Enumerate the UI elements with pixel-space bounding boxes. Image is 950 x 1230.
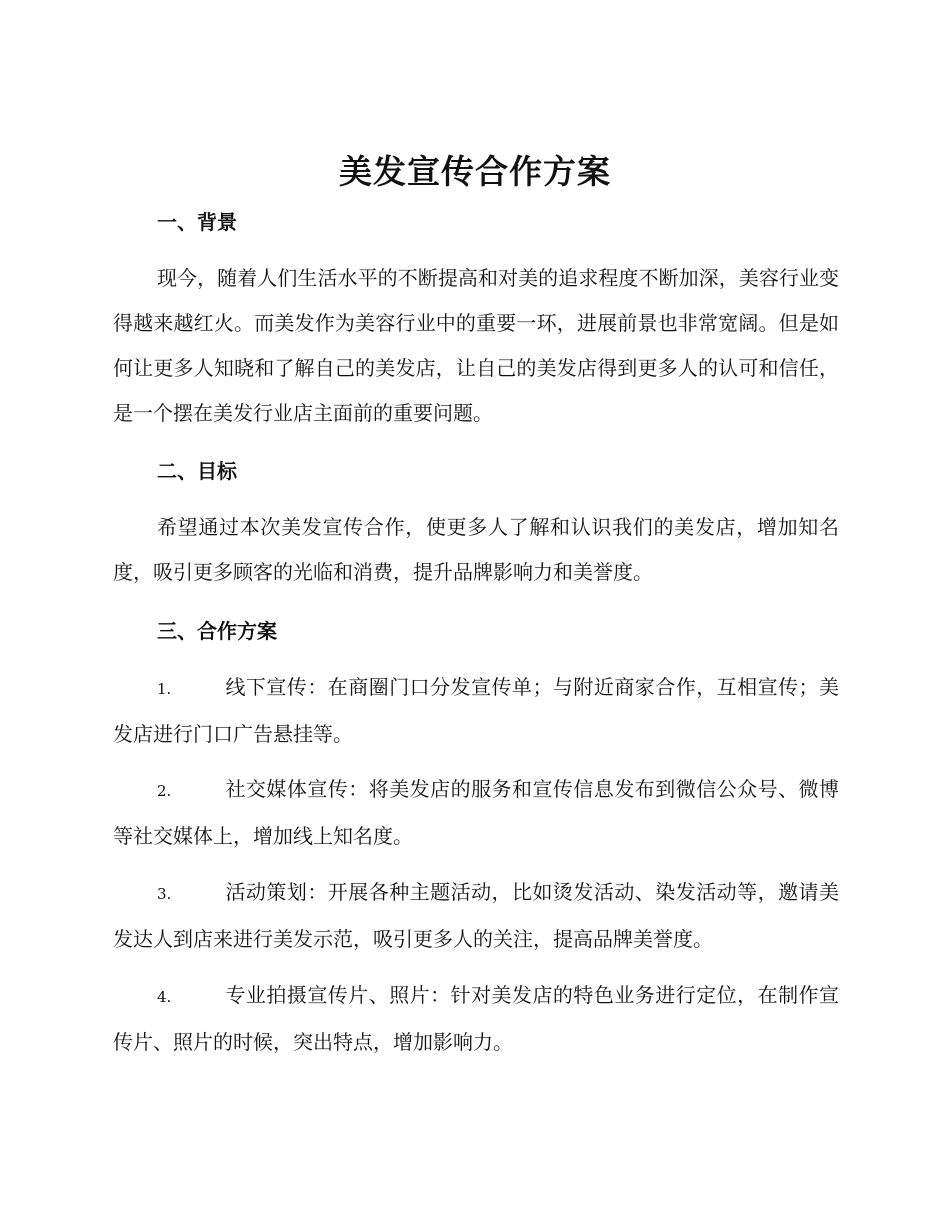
section-heading-goal: 二、目标 [157, 459, 237, 483]
plan-list-item [113, 767, 839, 859]
document-title: 美发宣传合作方案 [339, 152, 611, 191]
section-paragraph-background: 现今，随着人们生活水平的不断提高和对美的追求程度不断加深，美容行业变得越来越红火。而美发作为美容行业中的重要一环，进展前景也非常宽阔。但是如何让更多人知晓和了解自己的美发店，让自己的美发店得到更多人的认可和信任，是一个摆在美发行业店主面前的重要问题。 [113, 266, 839, 425]
list-item-number: 4. [157, 988, 172, 1006]
list-item-text: 活动策划：开展各种主题活动，比如烫发活动、染发活动等，邀请美发达人到店来进行美发示范，吸引更多人的关注，提高品牌美誉度。 [113, 880, 839, 951]
list-item-text: 社交媒体宣传：将美发店的服务和宣传信息发布到微信公众号、微博等社交媒体上，增加线上知名度。 [113, 777, 839, 848]
plan-list-item [113, 973, 839, 1065]
list-item-number: 3. [157, 885, 172, 903]
plan-list-item [113, 665, 839, 757]
list-item-text: 专业拍摄宣传片、照片：针对美发店的特色业务进行定位，在制作宣传片、照片的时候，突出特点，增加影响力。 [113, 983, 839, 1054]
plan-list-item [113, 870, 839, 962]
list-item-number: 2. [157, 782, 172, 800]
section-heading-background: 一、背景 [157, 210, 237, 234]
section-heading-plan: 三、合作方案 [157, 619, 277, 643]
list-item-text: 线下宣传：在商圈门口分发宣传单；与附近商家合作，互相宣传；美发店进行门口广告悬挂等。 [113, 675, 839, 746]
list-item-number: 1. [157, 680, 172, 698]
section-paragraph-goal: 希望通过本次美发宣传合作，使更多人了解和认识我们的美发店，增加知名度，吸引更多顾客的光临和消费，提升品牌影响力和美誉度。 [113, 515, 839, 584]
